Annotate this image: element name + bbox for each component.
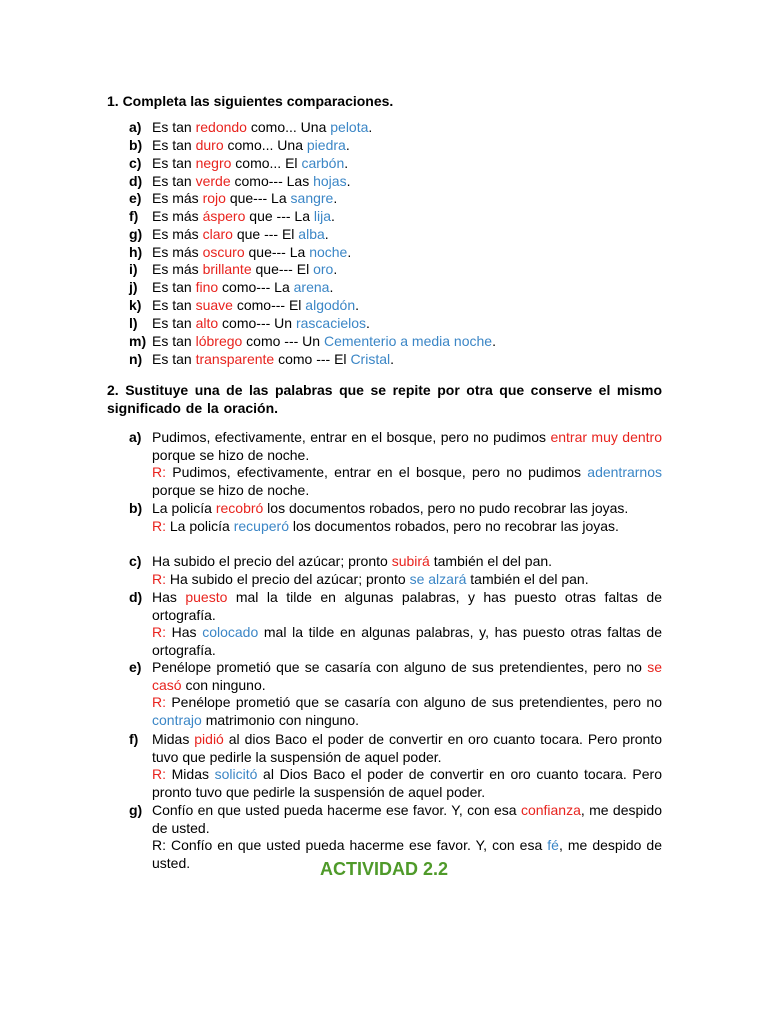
- item-text: como--- El: [232, 297, 306, 313]
- comparison-item: [129, 351, 662, 369]
- sentence-text: mal la tilde en algunas palabras, y has puesto otras faltas de ortografía.: [152, 589, 662, 623]
- item-text: como --- Un: [242, 333, 324, 349]
- sentence-text: Penélope prometió que se casaría con alguno de sus pretendientes, pero no: [152, 659, 648, 675]
- adjective-word: transparente: [195, 351, 275, 367]
- answer-marker: R:: [152, 517, 166, 534]
- adjective-word: negro: [195, 155, 232, 171]
- item-text: como... Una: [223, 137, 307, 153]
- answer-word: rascacielos: [295, 315, 366, 331]
- sentence-text: Ha subido el precio del azúcar; pronto: [166, 570, 410, 587]
- item-text: .: [324, 226, 329, 242]
- sentence-text: los documentos robados, pero no recobrar las joyas.: [288, 517, 619, 534]
- replacement-word: contrajo: [152, 711, 202, 728]
- answer-marker: R:: [152, 624, 166, 641]
- highlighted-word: se casó: [152, 659, 662, 693]
- item-text: .: [329, 279, 334, 295]
- item-text: .: [355, 297, 360, 313]
- answer-marker: R:: [152, 694, 166, 711]
- answer-word: alba: [298, 226, 325, 242]
- answer-word: hojas: [313, 173, 347, 189]
- comparison-item: [129, 119, 662, 137]
- item-text: Es tan: [152, 279, 196, 295]
- replacement-word: se alzará: [409, 570, 467, 587]
- item-text: Es más: [152, 244, 203, 260]
- comparison-item: [129, 244, 662, 262]
- item-label: f): [129, 208, 139, 224]
- answer-text: [152, 571, 662, 589]
- item-label: d): [129, 173, 143, 189]
- item-text: como--- La: [218, 279, 294, 295]
- adjective-word: rojo: [202, 190, 226, 206]
- substitution-item: [129, 731, 663, 801]
- answer-text: [152, 518, 662, 536]
- item-label: b): [129, 137, 143, 153]
- replacement-word: adentrarnos: [587, 464, 662, 481]
- sentence-text: porque se hizo de noche.: [152, 481, 310, 498]
- highlighted-word: puesto: [185, 589, 228, 605]
- question-text: [152, 500, 662, 518]
- adjective-word: suave: [195, 297, 233, 313]
- substitution-item: [129, 659, 662, 729]
- replacement-word: fé: [547, 837, 559, 854]
- sentence-text: Penélope prometió que se casaría con alguno de sus pretendientes, pero no: [166, 694, 662, 711]
- item-label: l): [129, 315, 138, 331]
- answer-marker: R:: [152, 464, 166, 481]
- item-text: .: [346, 173, 351, 189]
- item-text: .: [344, 155, 349, 171]
- item-text: que --- La: [245, 208, 314, 224]
- highlighted-word: subirá: [391, 553, 430, 569]
- sentence-text: , me despido de usted.: [152, 837, 662, 871]
- item-text: que--- La: [244, 244, 310, 260]
- item-text: como... Una: [246, 119, 331, 135]
- adjective-word: claro: [202, 226, 233, 242]
- replacement-word: recuperó: [233, 517, 289, 534]
- answer-word: pelota: [330, 119, 369, 135]
- adjective-word: lóbrego: [195, 333, 243, 349]
- answer-text: [152, 766, 662, 801]
- answer-word: piedra: [306, 137, 346, 153]
- item-text: Es más: [152, 190, 203, 206]
- item-text: Es tan: [152, 351, 196, 367]
- item-label: g): [129, 226, 143, 242]
- sentence-text: , me despido de usted.: [152, 802, 662, 836]
- adjective-word: fino: [195, 279, 219, 295]
- item-label: g): [129, 802, 143, 818]
- sentence-text: al Dios Baco el poder de convertir en oro cuanto tocara. Pero pronto tuvo que pedirle la suspensión de aquel poder.: [152, 766, 663, 800]
- item-label: e): [129, 659, 142, 675]
- sentence-text: matrimonio con ninguno.: [201, 711, 360, 728]
- item-text: Es tan: [152, 315, 196, 331]
- item-text: Es más: [152, 226, 203, 242]
- sentence-text: mal la tilde en algunas palabras, y, has puesto otras faltas de ortografía.: [152, 624, 662, 658]
- item-text: .: [390, 351, 394, 367]
- comparison-item: [129, 315, 662, 333]
- answer-word: carbón: [301, 155, 345, 171]
- highlighted-word: entrar muy dentro: [550, 429, 662, 445]
- item-text: como --- El: [274, 351, 351, 367]
- replacement-word: colocado: [202, 624, 259, 641]
- item-text: .: [347, 244, 352, 260]
- item-text: Es más: [152, 208, 203, 224]
- sentence-text: Has: [166, 624, 203, 641]
- answer-word: sangre: [290, 190, 334, 206]
- section-2-heading: 2. Sustituye una de las palabras que se repite por otra que conserve el mismo significado de la oración.: [107, 382, 662, 416]
- substitution-item: [129, 429, 662, 499]
- sentence-text: Pudimos, efectivamente, entrar en el bosque, pero no pudimos: [166, 464, 588, 481]
- sentence-text: R: Confío en que usted pueda hacerme ese favor. Y, con esa: [152, 837, 548, 854]
- item-text: como--- Las: [230, 173, 314, 189]
- answer-word: noche: [309, 244, 348, 260]
- sentence-text: Ha subido el precio del azúcar; pronto: [152, 553, 392, 569]
- replacement-word: solicitó: [214, 766, 258, 783]
- comparison-item: [129, 333, 662, 351]
- item-label: a): [129, 429, 142, 445]
- item-text: .: [345, 137, 350, 153]
- adjective-word: oscuro: [202, 244, 245, 260]
- sentence-text: Pudimos, efectivamente, entrar en el bosque, pero no pudimos: [152, 429, 551, 445]
- adjective-word: duro: [195, 137, 224, 153]
- answer-word: Cementerio a media noche: [323, 333, 493, 349]
- item-text: .: [333, 190, 338, 206]
- activity-title-text: ACTIVIDAD 2.2: [319, 859, 449, 879]
- substitution-item: [129, 500, 662, 535]
- sentence-text: también el del pan.: [466, 570, 589, 587]
- item-text: que--- La: [225, 190, 291, 206]
- adjective-word: redondo: [195, 119, 247, 135]
- item-text: .: [368, 119, 373, 135]
- item-label: h): [129, 244, 143, 260]
- comparison-item: [129, 137, 662, 155]
- question-text: [152, 589, 662, 624]
- sentence-text: La policía: [152, 500, 216, 516]
- answer-marker: R:: [152, 766, 166, 783]
- item-label: d): [129, 589, 143, 605]
- answer-word: algodón: [305, 297, 356, 313]
- sentence-text: Has: [152, 589, 186, 605]
- answer-word: oro: [313, 261, 334, 277]
- item-text: Es tan: [152, 119, 196, 135]
- item-text: que --- El: [232, 226, 299, 242]
- answer-word: arena: [293, 279, 330, 295]
- question-text: [152, 802, 662, 837]
- item-label: e): [129, 190, 142, 206]
- item-label: f): [129, 731, 139, 747]
- comparison-item: [129, 173, 662, 191]
- item-text: .: [333, 261, 338, 277]
- sentence-text: al dios Baco el poder de convertir en oro cuanto tocara. Pero pronto tuvo que pedirle la suspensión de aquel poder.: [152, 731, 663, 765]
- item-text: .: [331, 208, 335, 224]
- sentence-text: con ninguno.: [181, 676, 266, 693]
- comparison-item: [129, 226, 662, 244]
- item-text: .: [492, 333, 496, 349]
- item-label: i): [129, 261, 138, 277]
- item-label: m): [129, 333, 147, 349]
- highlighted-word: pidió: [194, 731, 224, 747]
- item-label: c): [129, 155, 142, 171]
- sentence-text: Midas: [152, 731, 195, 747]
- question-text: [152, 659, 662, 694]
- item-label: c): [129, 553, 142, 569]
- sentence-text: también el del pan.: [429, 553, 553, 569]
- answer-text: [152, 694, 662, 729]
- answer-word: Cristal: [350, 351, 391, 367]
- item-text: como... El: [231, 155, 302, 171]
- answer-text: [152, 464, 662, 499]
- comparison-item: [129, 155, 662, 173]
- item-label: j): [129, 279, 138, 295]
- item-text: que--- El: [251, 261, 314, 277]
- answer-text: [152, 624, 662, 659]
- highlighted-word: confianza: [520, 802, 581, 818]
- answer-marker: R:: [152, 570, 166, 587]
- item-text: Es tan: [152, 333, 196, 349]
- comparison-item: [129, 261, 662, 279]
- adjective-word: alto: [195, 315, 219, 331]
- comparison-item: [129, 279, 662, 297]
- comparison-item: [129, 297, 662, 315]
- sentence-text: Confío en que usted pueda hacerme ese favor. Y, con esa: [152, 802, 521, 818]
- substitution-item: [129, 589, 662, 659]
- item-label: n): [129, 351, 143, 367]
- item-label: b): [129, 500, 143, 516]
- substitution-item: [129, 553, 662, 588]
- activity-title: [0, 859, 768, 880]
- item-label: a): [129, 119, 142, 135]
- item-text: .: [366, 315, 370, 331]
- highlighted-word: recobró: [215, 500, 264, 516]
- adjective-word: verde: [195, 173, 231, 189]
- section-1-heading: 1. Completa las siguientes comparaciones.: [107, 93, 394, 109]
- adjective-word: brillante: [202, 261, 252, 277]
- question-text: [152, 731, 662, 766]
- item-label: k): [129, 297, 142, 313]
- item-text: Es tan: [152, 155, 196, 171]
- comparison-item: [129, 208, 662, 226]
- item-text: Es tan: [152, 173, 196, 189]
- sentence-text: porque se hizo de noche.: [152, 446, 310, 463]
- question-text: [152, 553, 662, 571]
- answer-word: lija: [313, 208, 331, 224]
- question-text: [152, 429, 662, 464]
- sentence-text: los documentos robados, pero no pudo recobrar las joyas.: [263, 500, 629, 516]
- sentence-text: La policía: [166, 517, 234, 534]
- adjective-word: áspero: [202, 208, 246, 224]
- item-text: como--- Un: [218, 315, 296, 331]
- sentence-text: Midas: [166, 766, 215, 783]
- item-text: Es tan: [152, 297, 196, 313]
- item-text: Es tan: [152, 137, 196, 153]
- item-text: Es más: [152, 261, 203, 277]
- comparison-item: [129, 190, 662, 208]
